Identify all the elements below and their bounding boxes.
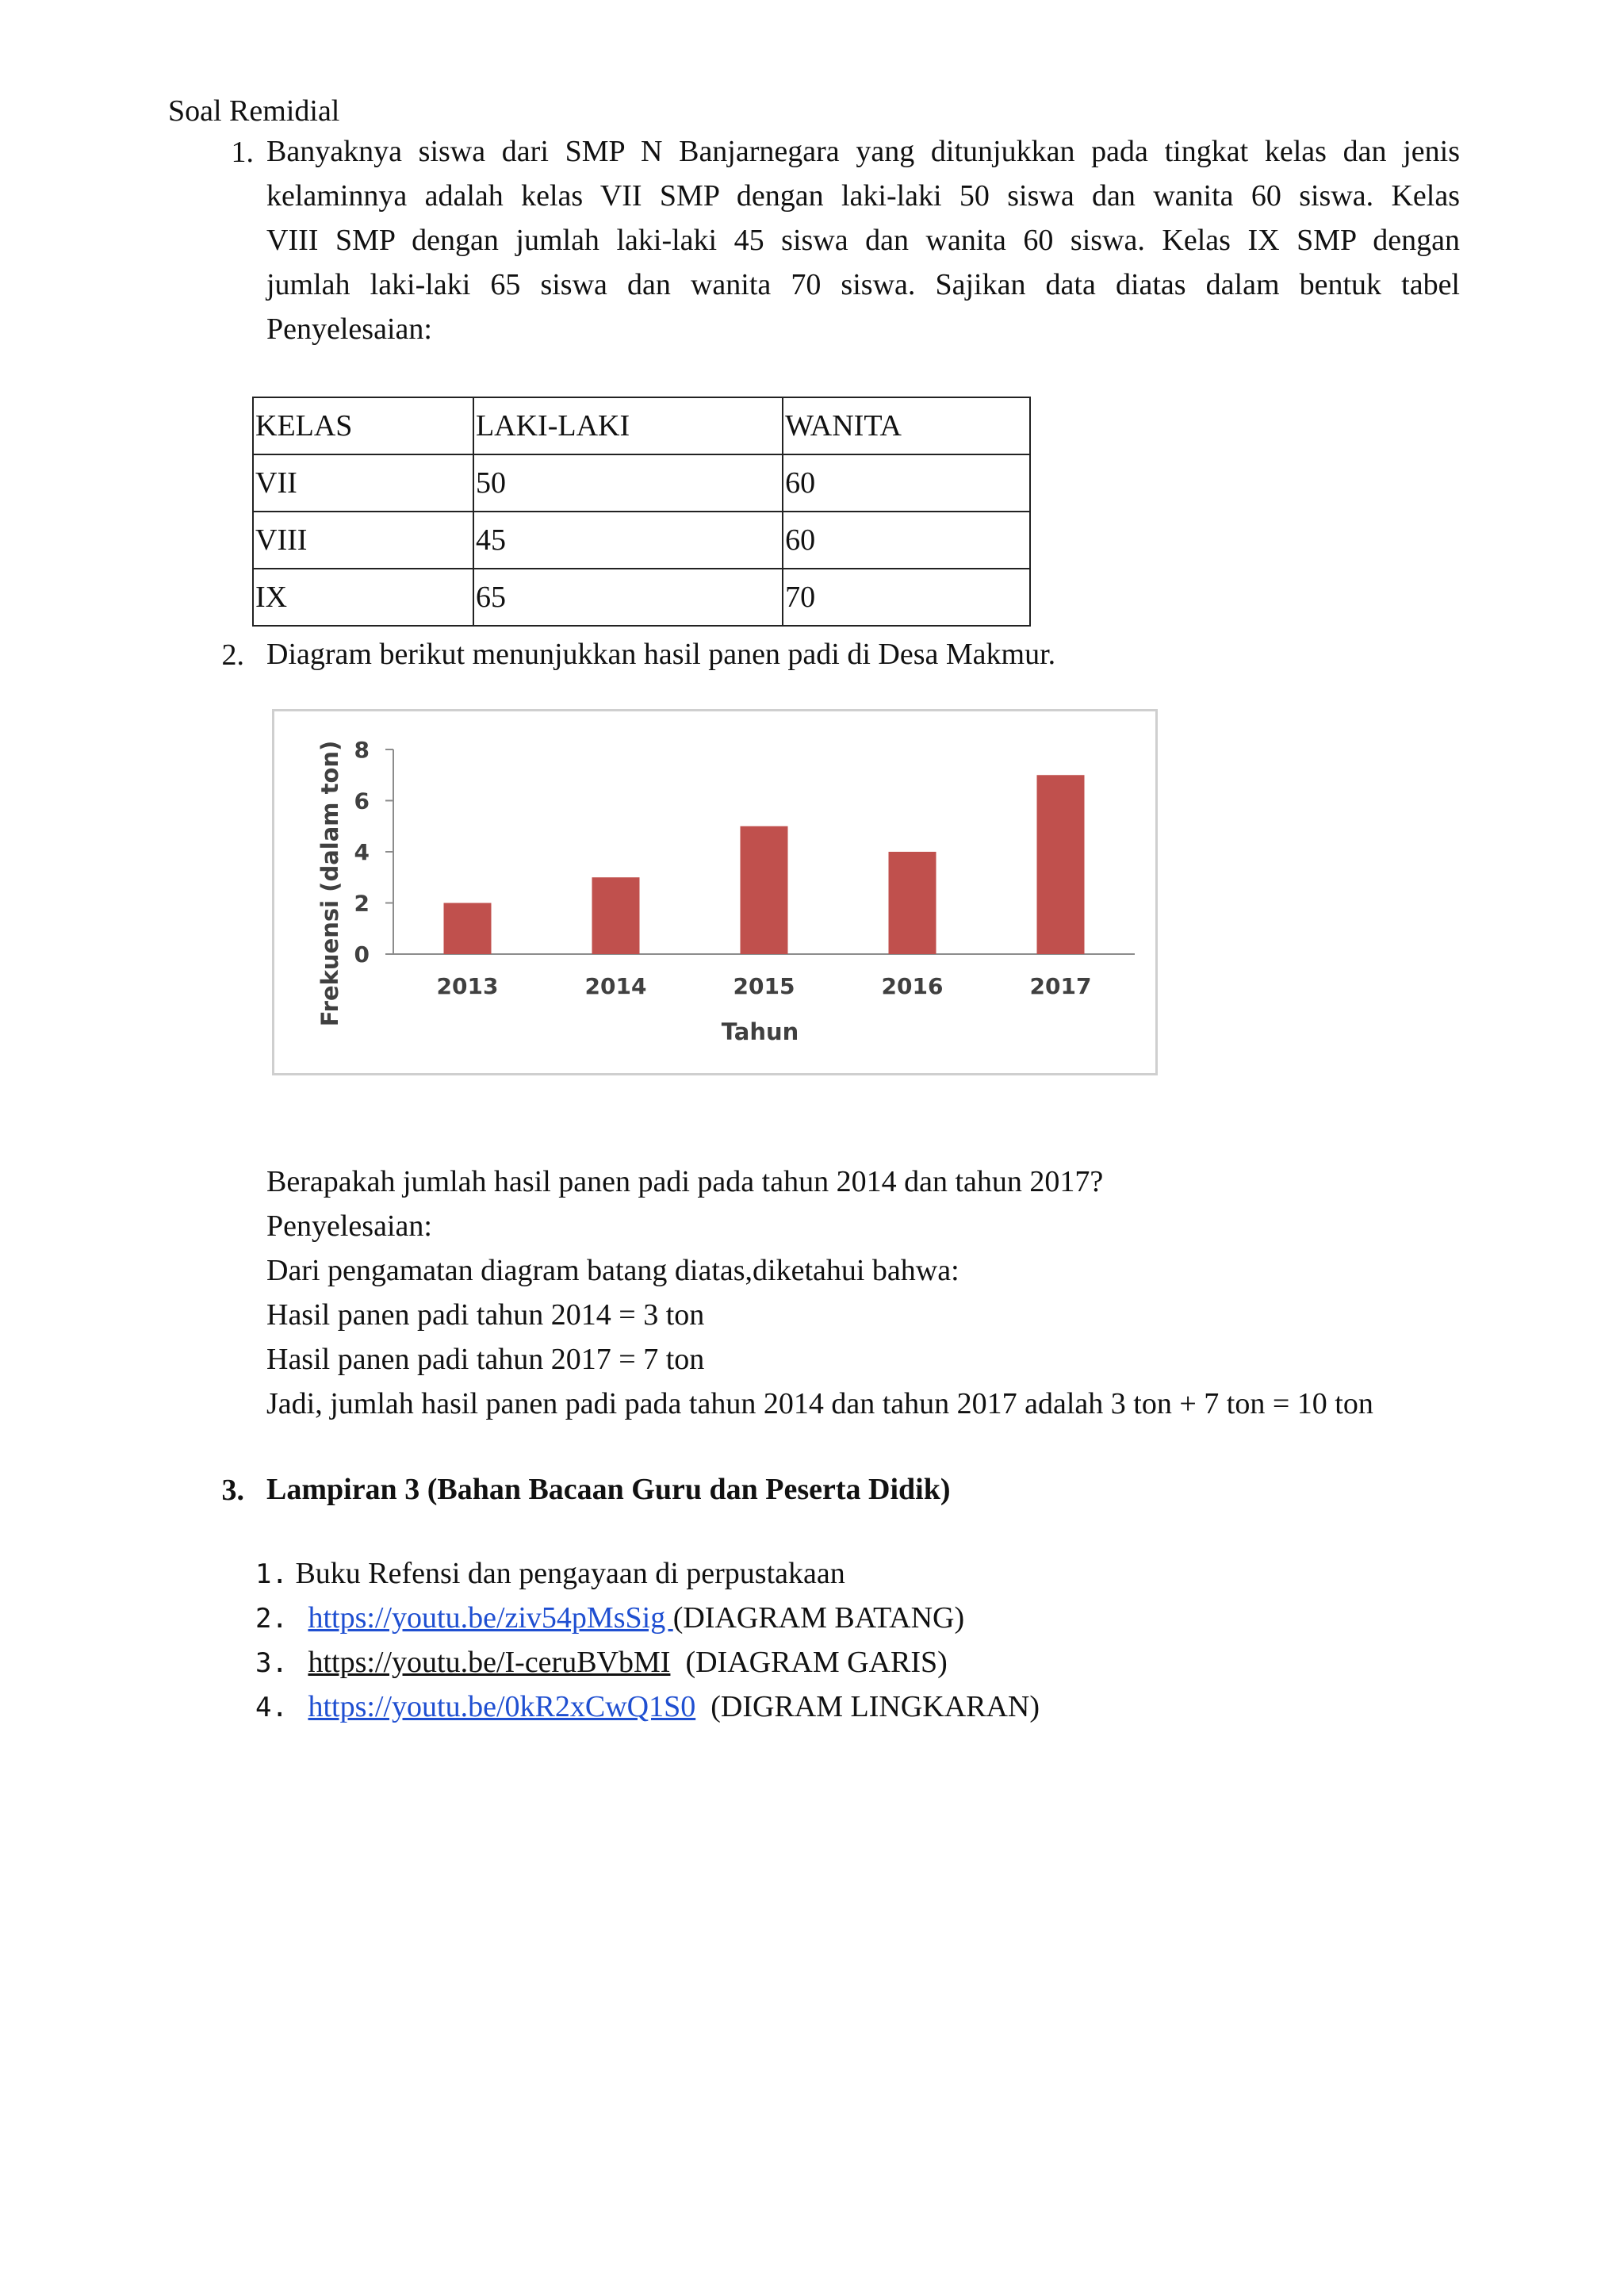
reference-text: Buku Refensi dan pengayaan di perpustakaan bbox=[295, 1557, 845, 1590]
table-cell: 60 bbox=[783, 454, 1030, 512]
table-cell: 60 bbox=[783, 512, 1030, 569]
table-header-cell: KELAS bbox=[253, 397, 473, 454]
q2-solution-line-4: Jadi, jumlah hasil panen padi pada tahun 2014 dan tahun 2017 adalah 3 ton + 7 ton = 10 ton bbox=[266, 1387, 1373, 1420]
reference-note: (DIAGRAM GARIS) bbox=[670, 1646, 948, 1679]
table-row bbox=[253, 512, 1030, 569]
reference-number: 1. bbox=[255, 1558, 288, 1590]
x-tick-label: 2013 bbox=[436, 973, 499, 999]
reference-number: 3. bbox=[255, 1647, 288, 1679]
q1-line-1: Banyaknya siswa dari SMP N Banjarnegara yang ditunjukkan pada tingkat kelas dan jenis bbox=[266, 135, 1460, 168]
x-tick-label: 2015 bbox=[733, 973, 795, 999]
x-tick-label: 2017 bbox=[1029, 973, 1092, 999]
bar bbox=[444, 903, 492, 955]
bar bbox=[889, 852, 936, 954]
q2-solution-line-3: Hasil panen padi tahun 2017 = 7 ton bbox=[266, 1343, 705, 1376]
bar bbox=[592, 877, 640, 954]
x-tick-label: 2016 bbox=[881, 973, 944, 999]
q1-number: 1. bbox=[231, 136, 254, 169]
table-cell: 45 bbox=[473, 512, 783, 569]
q2-solution-line-2: Hasil panen padi tahun 2014 = 3 ton bbox=[266, 1298, 705, 1332]
youtube-link[interactable]: https://youtu.be/0kR2xCwQ1S0 bbox=[308, 1690, 696, 1723]
x-tick-label: 2014 bbox=[584, 973, 647, 999]
y-tick-label: 0 bbox=[354, 941, 370, 968]
table-cell: VIII bbox=[253, 512, 473, 569]
table-cell: VII bbox=[253, 454, 473, 512]
table-header-cell: WANITA bbox=[783, 397, 1030, 454]
reference-item bbox=[255, 1600, 964, 1635]
kelas-table bbox=[252, 397, 1031, 627]
q3-title: Lampiran 3 (Bahan Bacaan Guru dan Peserta Didik) bbox=[266, 1473, 951, 1506]
q1-solution-label: Penyelesaian: bbox=[266, 312, 432, 346]
y-tick-label: 4 bbox=[354, 839, 370, 865]
q1-line-3: VIII SMP dengan jumlah laki-laki 45 siswa dan wanita 60 siswa. Kelas IX SMP dengan bbox=[266, 224, 1460, 257]
q2-solution-label: Penyelesaian: bbox=[266, 1209, 432, 1243]
table-cell: 50 bbox=[473, 454, 783, 512]
youtube-link[interactable]: https://youtu.be/I-ceruBVbMI bbox=[308, 1646, 671, 1679]
y-tick-label: 6 bbox=[354, 788, 370, 815]
table-header-row bbox=[253, 397, 1030, 454]
x-axis-title: Tahun bbox=[721, 1018, 799, 1045]
table-header-cell: LAKI-LAKI bbox=[473, 397, 783, 454]
reference-number: 2. bbox=[255, 1603, 288, 1635]
table-row bbox=[253, 454, 1030, 512]
q2-number: 2. bbox=[221, 638, 244, 672]
q1-line-4: jumlah laki-laki 65 siswa dan wanita 70 siswa. Sajikan data diatas dalam bentuk tabel bbox=[266, 268, 1460, 301]
q3-number: 3. bbox=[221, 1474, 244, 1507]
bar bbox=[1037, 775, 1085, 954]
reference-number: 4. bbox=[255, 1692, 288, 1723]
youtube-link[interactable]: https://youtu.be/ziv54pMsSig bbox=[308, 1601, 673, 1635]
q2-prompt: Diagram berikut menunjukkan hasil panen padi di Desa Makmur. bbox=[266, 638, 1056, 671]
q2-solution-line-1: Dari pengamatan diagram batang diatas,diketahui bahwa: bbox=[266, 1254, 959, 1287]
bar bbox=[741, 826, 788, 954]
reference-note: (DIGRAM LINGKARAN) bbox=[695, 1690, 1040, 1723]
y-tick-label: 2 bbox=[354, 890, 370, 917]
table-cell: IX bbox=[253, 569, 473, 626]
q2-question: Berapakah jumlah hasil panen padi pada tahun 2014 dan tahun 2017? bbox=[266, 1165, 1104, 1198]
table-cell: 65 bbox=[473, 569, 783, 626]
reference-item bbox=[255, 1556, 845, 1591]
page-heading: Soal Remidial bbox=[168, 94, 340, 128]
reference-item bbox=[255, 1689, 1040, 1724]
reference-note: (DIAGRAM BATANG) bbox=[672, 1601, 965, 1635]
table-cell: 70 bbox=[783, 569, 1030, 626]
table-row bbox=[253, 569, 1030, 626]
reference-item bbox=[255, 1645, 948, 1680]
q1-line-2: kelaminnya adalah kelas VII SMP dengan laki-laki 50 siswa dan wanita 60 siswa. Kelas bbox=[266, 179, 1460, 213]
bar-chart bbox=[274, 711, 1155, 1073]
y-tick-label: 8 bbox=[354, 737, 370, 763]
y-axis-title: Frekuensi (dalam ton) bbox=[316, 740, 343, 1027]
bar-chart-frame bbox=[272, 709, 1158, 1075]
